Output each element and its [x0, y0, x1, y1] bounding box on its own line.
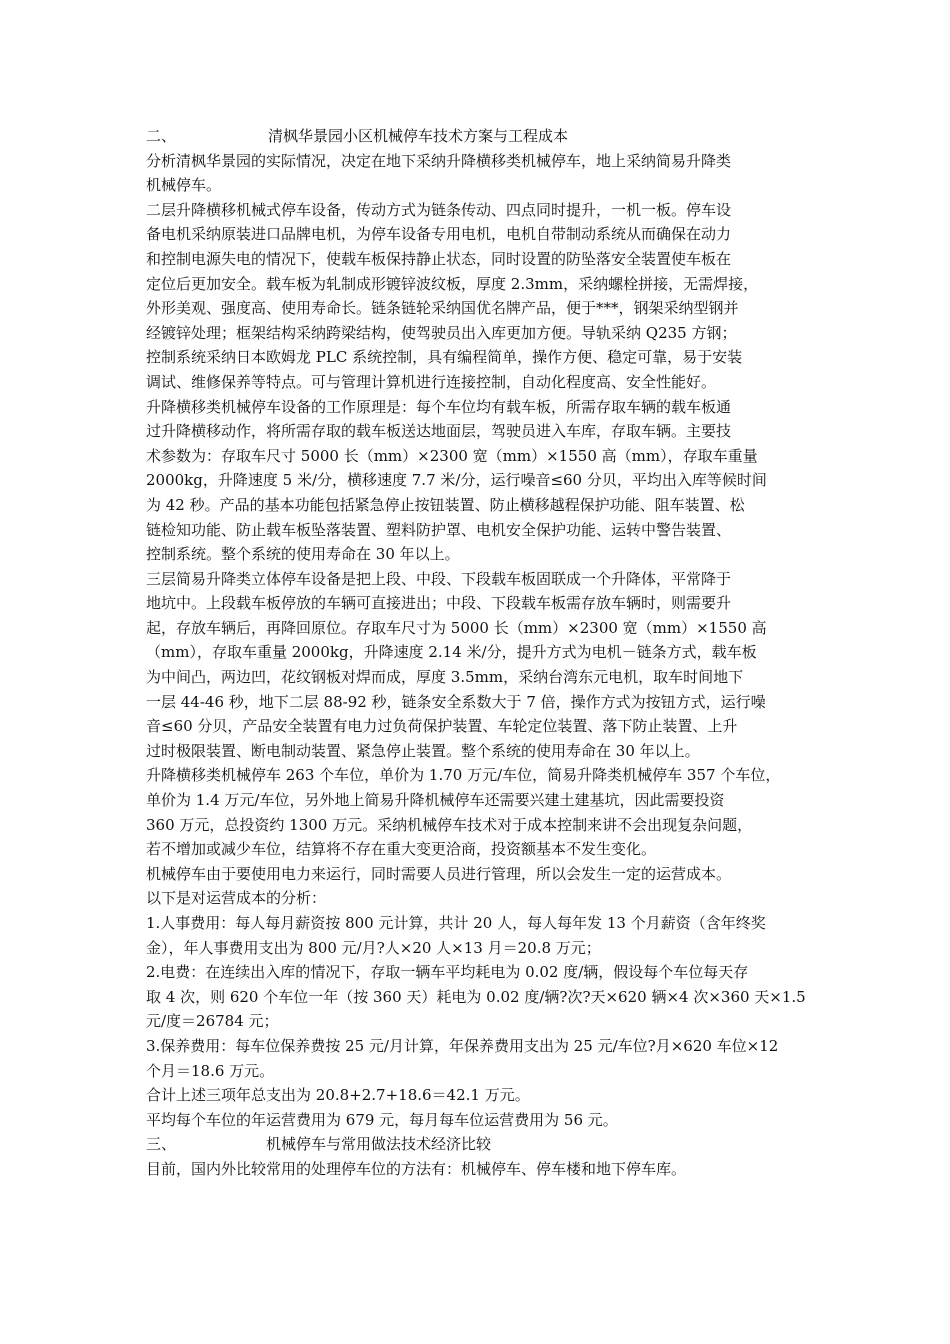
cost-item-personnel [146, 911, 814, 960]
paragraph-line: 升降横移类机械停车 263 个车位，单价为 1.70 万元/车位，简易升降类机械停车 357 个车位， [146, 766, 781, 785]
paragraph-line: 单价为 1.4 万元/车位，另外地上简易升降机械停车还需要兴建土建基坑，因此需要投资 [146, 791, 725, 810]
paragraph-line: 360 万元，总投资约 1300 万元。采纳机械停车技术对于成本控制来讲不会出现复杂问题， [146, 815, 753, 834]
paragraph-line: 外形美观、强度高、使用寿命长。链条链轮采纳国优名牌产品，便于***，钢架采纳型钢并 [146, 299, 739, 318]
section-2-number: 二、 [146, 127, 177, 145]
paragraph-line: 若不增加或减少车位，结算将不存在重大变更洽商，投资额基本不发生变化。 [146, 840, 657, 859]
paragraph-line: 经镀锌处理；框架结构采纳跨梁结构，使驾驶员出入库更加方便。导轨采纳 Q235 方钢； [146, 323, 737, 342]
paragraph-line: 定位后更加安全。载车板为轧制成形镀锌波纹板，厚度 2.3mm，采纳螺栓拼接，无需焊接， [146, 274, 759, 293]
paragraph-line: 2.电费：在连续出入库的情况下，存取一辆车平均耗电为 0.02 度/辆，假设每个车位每天存 [146, 963, 749, 982]
intro-paragraph [146, 149, 814, 198]
total-cost-line: 合计上述三项年总支出为 20.8+2.7+18.6＝42.1 万元。 [146, 1086, 530, 1105]
paragraph-line: 升降横移类机械停车设备的工作原理是：每个车位均有载车板，所需存取车辆的载车板通 [146, 397, 732, 416]
paragraph-line: 为 42 秒。产品的基本功能包括紧急停止按钮装置、防止横移越程保护功能、阻车装置、松 [146, 495, 745, 514]
working-principle-paragraph [146, 395, 814, 567]
closing-line: 目前，国内外比较常用的处理停车位的方法有：机械停车、停车楼和地下停车库。 [146, 1159, 687, 1178]
paragraph-line: 金），年人事费用支出为 800 元/月?人×20 人×13 月＝20.8 万元； [146, 938, 601, 957]
paragraph-line: （mm），存取车重量 2000kg，升降速度 2.14 米/分，提升方式为电机－链条方式，载车板 [146, 643, 757, 662]
paragraph-line: 音≤60 分贝，产品安全装置有电力过负荷保护装置、车轮定位装置、落下防止装置、上升 [146, 717, 738, 736]
section-3-heading [146, 1132, 814, 1157]
document-page [146, 124, 814, 1182]
paragraph-line: 控制系统。整个系统的使用寿命在 30 年以上。 [146, 545, 460, 564]
section-3-number: 三、 [146, 1135, 177, 1154]
three-layer-equipment-paragraph [146, 567, 814, 764]
cost-item-maintenance [146, 1034, 814, 1083]
paragraph-line: 取 4 次，则 620 个车位一年（按 360 天）耗电为 0.02 度/辆?次?天×620 辆×4 次×360 天×1.5 [146, 987, 806, 1006]
paragraph-line: 3.保养费用：每车位保养费按 25 元/月计算，年保养费用支出为 25 元/车位?月×620 车位×12 [146, 1036, 779, 1055]
paragraph-line: 控制系统采纳日本欧姆龙 PLC 系统控制，具有编程简单，操作方便、稳定可靠，易于安装 [146, 348, 743, 367]
paragraph-line: 2000kg，升降速度 5 米/分，横移速度 7.7 米/分，运行噪音≤60 分贝，平均出入库等候时间 [146, 471, 767, 490]
paragraph-line: 起，存放车辆后，再降回原位。存取车尺寸为 5000 长（mm）×2300 宽（mm）×1550 高 [146, 618, 767, 637]
paragraph-line: 过升降横移动作，将所需存取的载车板送达地面层，驾驶员进入车库，存取车辆。主要技 [146, 422, 732, 441]
section-3-title: 机械停车与常用做法技术经济比较 [266, 1135, 492, 1154]
paragraph-line: 为中间凸，两边凹，花纹钢板对焊而成，厚度 3.5mm，采纳台湾东元电机，取车时间地下 [146, 668, 744, 687]
paragraph-line: 术参数为：存取车尺寸 5000 长（mm）×2300 宽（mm）×1550 高（mm），存取车重量 [146, 446, 758, 465]
investment-paragraph [146, 763, 814, 861]
paragraph-line: 机械停车。 [146, 176, 222, 195]
paragraph-line: 地坑中。上段载车板停放的车辆可直接进出；中段、下段载车板需存放车辆时，则需要升 [146, 594, 732, 613]
paragraph-line: 1.人事费用：每人每月薪资按 800 元计算，共计 20 人，每人每年发 13 个月薪资（含年终奖 [146, 914, 766, 932]
operating-cost-paragraph [146, 862, 814, 911]
paragraph-line: 三层简易升降类立体停车设备是把上段、中段、下段载车板固联成一个升降体，平常降于 [146, 569, 732, 588]
paragraph-line: 个月＝18.6 万元。 [146, 1061, 275, 1080]
paragraph-line: 过时极限装置、断电制动装置、紧急停止装置。整个系统的使用寿命在 30 年以上。 [146, 741, 700, 760]
section-2-title: 清枫华景园小区机械停车技术方案与工程成本 [268, 127, 569, 145]
average-cost-line: 平均每个车位的年运营费用为 679 元，每月每车位运营费用为 56 元。 [146, 1110, 618, 1129]
cost-item-electricity [146, 960, 814, 1034]
paragraph-line: 元/度＝26784 元； [146, 1012, 279, 1031]
paragraph-line: 和控制电源失电的情况下，使载车板保持静止状态，同时设置的防坠落安全装置使车板在 [146, 249, 732, 268]
paragraph-line: 二层升降横移机械式停车设备，传动方式为链条传动、四点同时提升，一机一板。停车设 [146, 200, 732, 219]
paragraph-line: 分析清枫华景园的实际情况，决定在地下采纳升降横移类机械停车，地上采纳简易升降类 [146, 151, 732, 170]
paragraph-line: 备电机采纳原装进口品牌电机，为停车设备专用电机，电机自带制动系统从而确保在动力 [146, 225, 732, 244]
paragraph-line: 链检知功能、防止载车板坠落装置、塑料防护罩、电机安全保护功能、运转中警告装置、 [146, 520, 732, 539]
paragraph-line: 以下是对运营成本的分析： [146, 889, 327, 908]
two-layer-equipment-paragraph [146, 198, 814, 395]
section-2-heading [146, 124, 814, 149]
paragraph-line: 调试、维修保养等特点。可与管理计算机进行连接控制，自动化程度高、安全性能好。 [146, 372, 717, 391]
paragraph-line: 一层 44-46 秒，地下二层 88-92 秒，链条安全系数大于 7 倍，操作方式为按钮方式，运行噪 [146, 692, 766, 711]
paragraph-line: 机械停车由于要使用电力来运行，同时需要人员进行管理，所以会发生一定的运营成本。 [146, 864, 732, 883]
